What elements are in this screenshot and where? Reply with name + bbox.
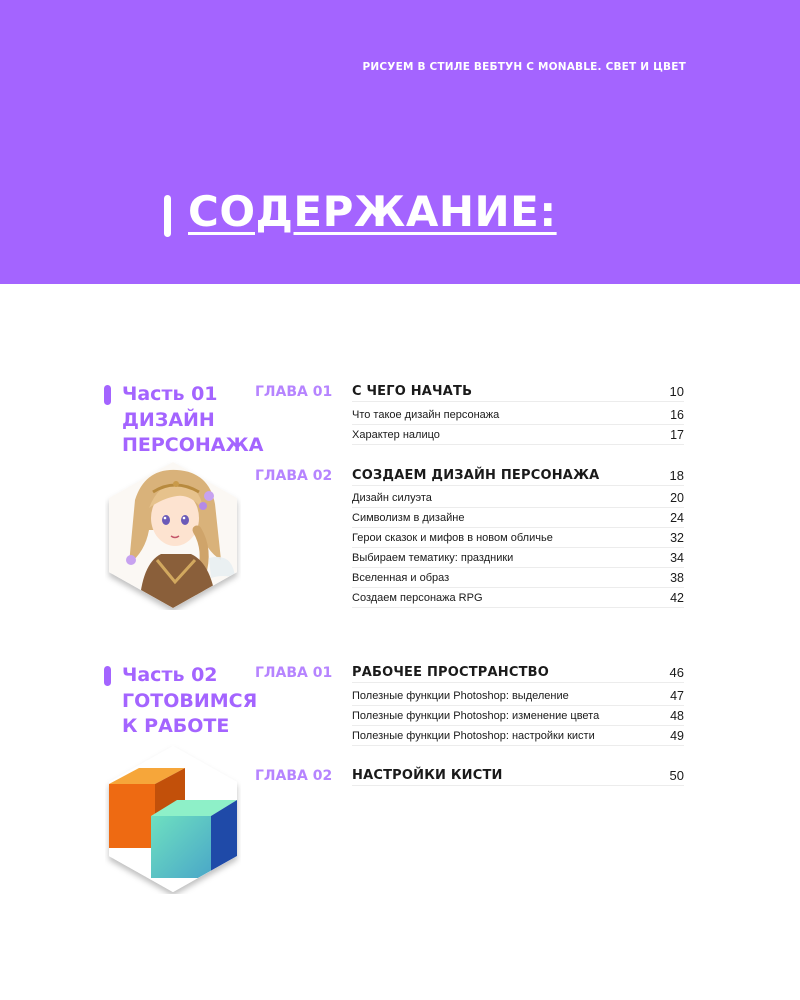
page-number: 17 (670, 428, 684, 442)
toc-row[interactable] (352, 404, 684, 425)
section-title: Герои сказок и мифов в новом обличье (352, 532, 553, 544)
page-number: 20 (670, 491, 684, 505)
fairy-character-illustration (105, 460, 241, 610)
page-number: 16 (670, 408, 684, 422)
toc-chapter-row[interactable] (352, 381, 684, 402)
toc-row[interactable] (352, 567, 684, 588)
part-01-title (122, 382, 262, 459)
toc-row[interactable] (352, 547, 684, 568)
cubes-illustration (105, 744, 241, 894)
section-title: Характер налицо (352, 429, 440, 441)
toc-chapter-row[interactable] (352, 465, 684, 486)
toc-row[interactable] (352, 685, 684, 706)
part-accent-bar (104, 385, 111, 405)
page-number: 47 (670, 689, 684, 703)
toc-row[interactable] (352, 424, 684, 445)
section-title: Дизайн силуэта (352, 492, 432, 504)
toc-chapter-row[interactable] (352, 662, 684, 683)
chapter-title: РАБОЧЕЕ ПРОСТРАНСТВО (352, 665, 550, 680)
chapter-label: ГЛАВА 01 (255, 384, 333, 400)
book-title: РИСУЕМ В СТИЛЕ ВЕБТУН С MONABLE. СВЕТ И ЦВЕТ (362, 61, 686, 73)
chapter-label: ГЛАВА 01 (255, 665, 333, 681)
section-title: Создаем персонажа RPG (352, 592, 483, 604)
chapter-label: ГЛАВА 02 (255, 768, 333, 784)
part-name-line: ГОТОВИМСЯ (122, 689, 258, 712)
chapter-title: СОЗДАЕМ ДИЗАЙН ПЕРСОНАЖА (352, 468, 600, 483)
page-number: 50 (669, 768, 684, 783)
toc-row[interactable] (352, 705, 684, 726)
section-title: Вселенная и образ (352, 572, 450, 584)
page-number: 46 (669, 665, 684, 680)
section-title: Полезные функции Photoshop: выделение (352, 690, 569, 702)
part-name-line: ПЕРСОНАЖА (122, 434, 264, 456)
page-number: 10 (669, 384, 684, 399)
toc-row[interactable] (352, 587, 684, 608)
page-number: 24 (670, 511, 684, 525)
heading-accent-bar (164, 195, 171, 237)
part-accent-bar (104, 666, 111, 686)
toc-row[interactable] (352, 527, 684, 548)
toc-row[interactable] (352, 507, 684, 528)
header-banner (0, 0, 800, 284)
page-number: 48 (670, 709, 684, 723)
toc-row[interactable] (352, 487, 684, 508)
page-number: 38 (670, 571, 684, 585)
part-02-title (122, 663, 262, 740)
section-title: Полезные функции Photoshop: настройки кисти (352, 730, 595, 742)
page-number: 32 (670, 531, 684, 545)
section-title: Символизм в дизайне (352, 512, 465, 524)
part-name-line: К РАБОТЕ (122, 715, 230, 737)
part-name-line: ДИЗАЙН (122, 408, 215, 431)
section-title: Полезные функции Photoshop: изменение цвета (352, 710, 600, 722)
page-number: 34 (670, 551, 684, 565)
chapter-label: ГЛАВА 02 (255, 468, 333, 484)
section-title: Выбираем тематику: праздники (352, 552, 514, 564)
toc-row[interactable] (352, 725, 684, 746)
part-number: Часть 01 (122, 383, 218, 405)
page-number: 49 (670, 729, 684, 743)
page-number: 18 (669, 468, 684, 483)
part-number: Часть 02 (122, 664, 218, 686)
page-number: 42 (670, 591, 684, 605)
chapter-title: С ЧЕГО НАЧАТЬ (352, 384, 473, 399)
page-title: СОДЕРЖАНИЕ: (188, 187, 557, 236)
section-title: Что такое дизайн персонажа (352, 409, 500, 421)
toc-chapter-row[interactable] (352, 765, 684, 786)
chapter-title: НАСТРОЙКИ КИСТИ (352, 768, 503, 783)
